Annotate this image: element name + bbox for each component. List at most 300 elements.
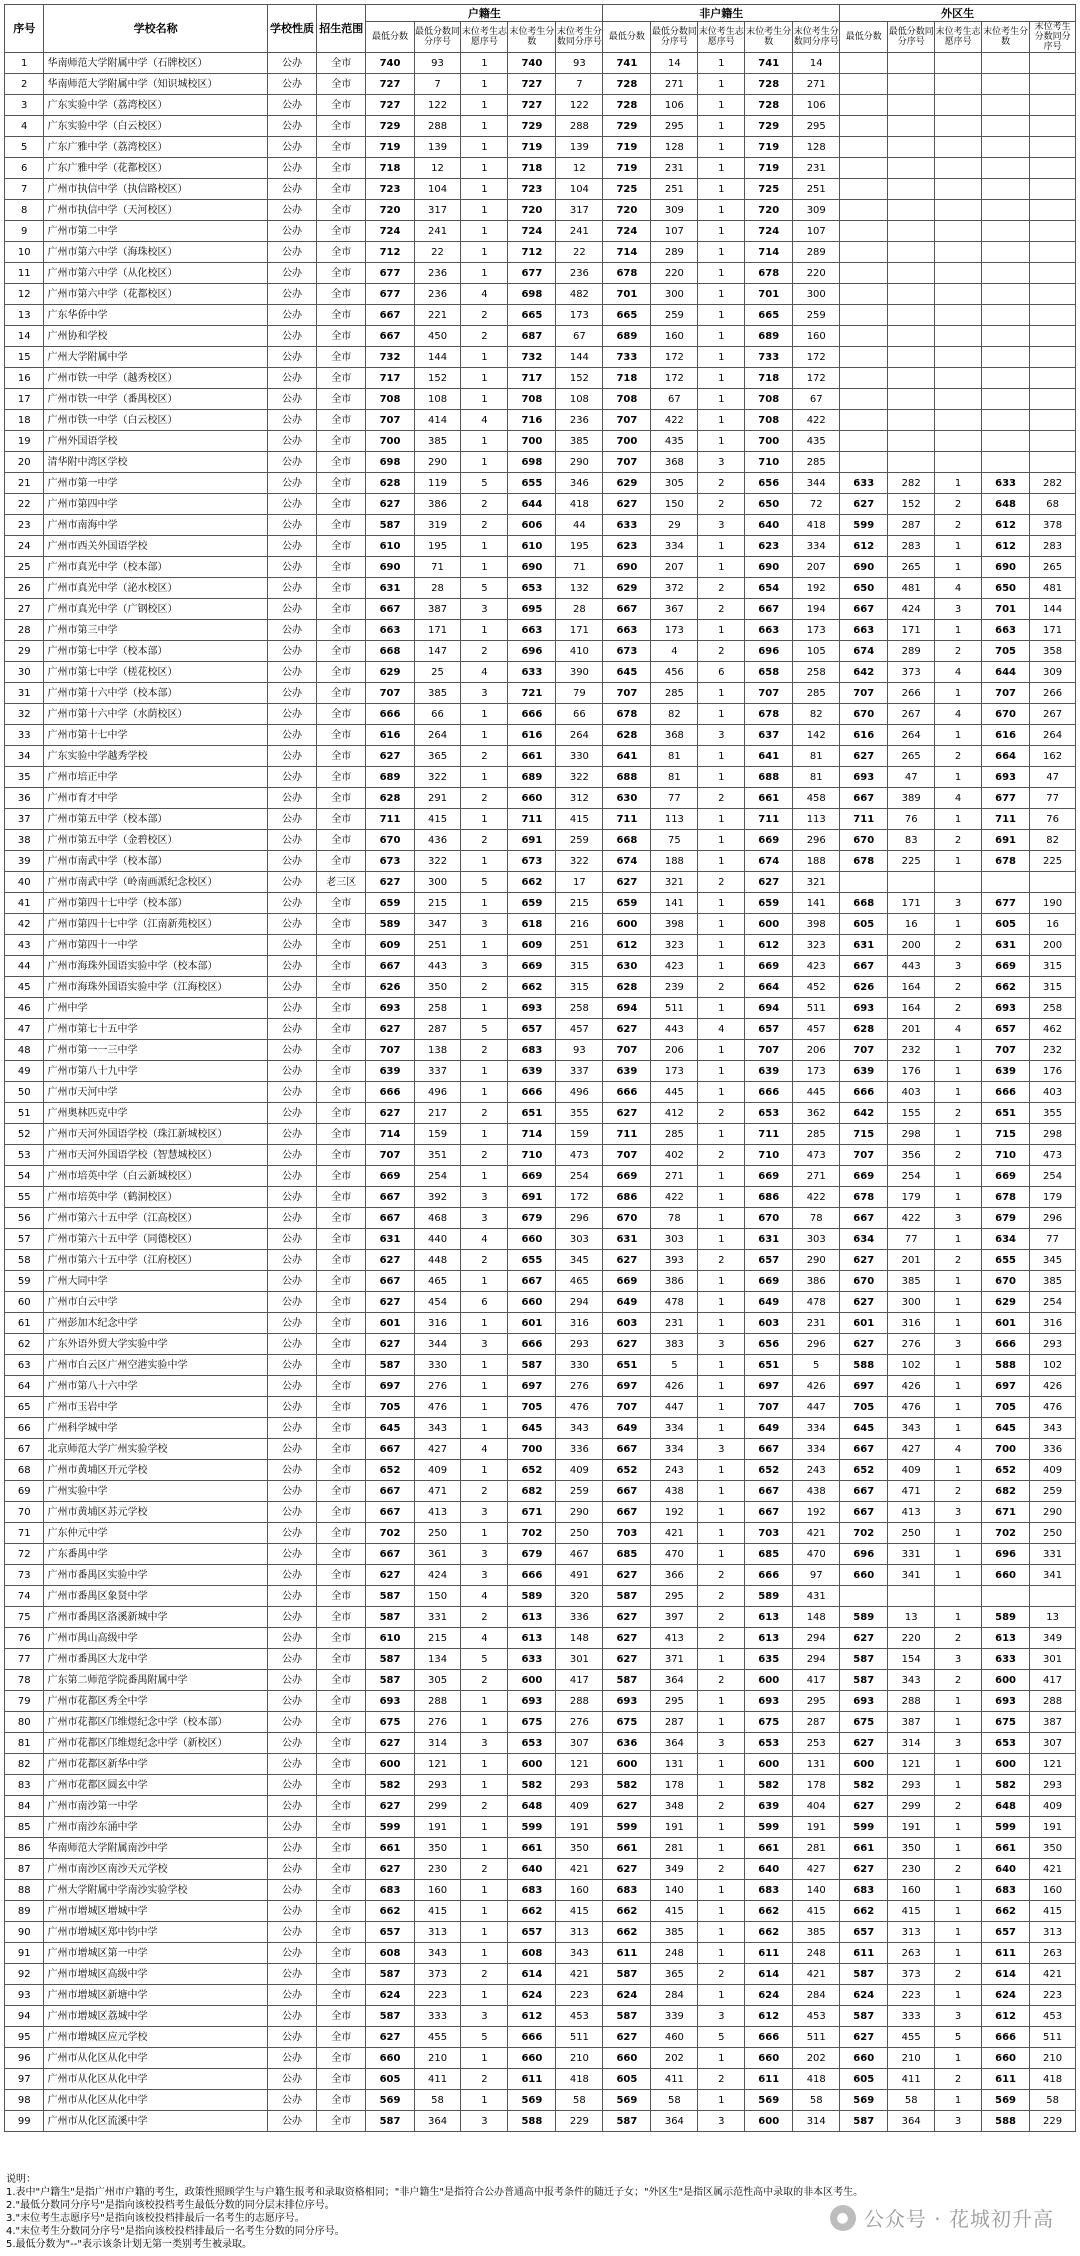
table-row [5,1943,1076,1964]
table-row [5,1229,1076,1250]
table-cell: 全市 [317,1334,366,1355]
table-cell: 264 [888,725,935,746]
table-cell: 4 [461,1229,508,1250]
table-cell [840,452,888,473]
table-cell: 2 [698,1670,745,1691]
table-cell [1030,242,1076,263]
table-cell: 344 [414,1334,461,1355]
table-row [5,1481,1076,1502]
table-cell: 248 [793,1943,840,1964]
table-cell: 687 [508,326,556,347]
table-cell: 295 [651,1691,698,1712]
table-cell: 1 [935,1292,982,1313]
table-cell: 587 [840,1964,888,1985]
table-row [5,515,1076,536]
table-cell: 全市 [317,1922,366,1943]
table-cell: 662 [982,1901,1030,1922]
table-cell: 321 [793,872,840,893]
table-cell: 2 [461,494,508,515]
table-cell: 678 [745,263,793,284]
table-cell: 1 [461,1880,508,1901]
table-cell: 627 [366,1565,414,1586]
header-sub-min-rank: 最低分数同分序号 [651,22,698,53]
table-cell: 627 [840,1250,888,1271]
table-cell: 373 [888,1964,935,1985]
school-name-cell: 广州市海珠外国语实验中学（江海校区） [44,977,267,998]
table-cell: 288 [556,1691,603,1712]
table-cell [935,410,982,431]
table-cell: 599 [840,515,888,536]
table-cell: 全市 [317,1376,366,1397]
table-cell: 20 [5,452,44,473]
table-cell: 683 [745,1880,793,1901]
table-cell: 633 [603,515,651,536]
school-name-cell: 广州市第七中学（校本部） [44,641,267,662]
school-name-cell: 广州市铁一中学（番禺校区） [44,389,267,410]
table-cell: 385 [651,1922,698,1943]
table-cell: 公办 [267,1082,316,1103]
table-cell: 336 [556,1607,603,1628]
table-cell: 全市 [317,137,366,158]
table-cell: 666 [982,1082,1030,1103]
table-cell [1030,872,1076,893]
table-cell: 140 [651,1880,698,1901]
table-cell: 1 [461,452,508,473]
table-cell: 2 [698,641,745,662]
table-cell: 1 [935,1922,982,1943]
table-cell: 公办 [267,137,316,158]
school-name-cell: 广州市第四十七中学（校本部） [44,893,267,914]
table-cell: 627 [603,1796,651,1817]
table-cell: 600 [603,1754,651,1775]
table-cell: 全市 [317,1481,366,1502]
table-cell: 341 [1030,1565,1076,1586]
table-cell: 729 [366,116,414,137]
table-cell [840,53,888,74]
table-cell: 320 [556,1586,603,1607]
table-cell: 12 [414,158,461,179]
table-cell: 271 [793,74,840,95]
table-cell: 587 [603,1586,651,1607]
table-cell: 660 [745,2048,793,2069]
table-cell: 58 [1030,2090,1076,2111]
table-cell: 公办 [267,74,316,95]
table-cell: 314 [414,1733,461,1754]
table-cell: 426 [1030,1376,1076,1397]
table-cell: 全市 [317,1796,366,1817]
table-row [5,158,1076,179]
table-cell: 470 [651,1544,698,1565]
table-cell: 343 [414,1418,461,1439]
table-cell: 93 [556,1040,603,1061]
table-cell: 2 [461,326,508,347]
table-cell: 1 [935,1355,982,1376]
school-name-cell: 广州市白云区广州空港实验中学 [44,1355,267,1376]
table-cell: 701 [745,284,793,305]
table-cell: 公办 [267,2006,316,2027]
table-cell [935,284,982,305]
table-cell: 2 [461,977,508,998]
table-cell: 627 [366,1334,414,1355]
table-cell: 3 [698,1439,745,1460]
table-cell: 688 [603,767,651,788]
table-cell: 102 [1030,1355,1076,1376]
table-cell: 9 [5,221,44,242]
table-cell: 652 [508,1460,556,1481]
table-cell: 1 [461,95,508,116]
table-cell: 627 [603,1334,651,1355]
table-cell: 365 [651,1964,698,1985]
table-cell [840,263,888,284]
table-cell: 627 [603,1628,651,1649]
table-cell: 96 [5,2048,44,2069]
table-row [5,263,1076,284]
table-cell: 666 [745,1565,793,1586]
table-cell: 660 [840,2048,888,2069]
table-cell [1030,137,1076,158]
table-cell [982,263,1030,284]
table-cell: 707 [840,1145,888,1166]
table-cell: 639 [982,1061,1030,1082]
table-cell: 2 [935,641,982,662]
table-cell: 207 [793,557,840,578]
table-row [5,1502,1076,1523]
table-cell: 669 [982,1166,1030,1187]
table-cell: 1 [935,1271,982,1292]
table-cell: 316 [556,1313,603,1334]
table-cell: 322 [414,767,461,788]
table-cell: 445 [793,1082,840,1103]
table-cell: 667 [603,1481,651,1502]
table-cell: 43 [5,935,44,956]
table-row [5,1985,1076,2006]
table-cell: 413 [651,1628,698,1649]
table-cell: 652 [745,1460,793,1481]
table-cell: 4 [461,284,508,305]
table-row [5,620,1076,641]
table-cell: 708 [366,389,414,410]
table-cell: 公办 [267,200,316,221]
table-cell: 714 [603,242,651,263]
table-cell: 171 [1030,620,1076,641]
table-cell: 412 [651,1103,698,1124]
table-cell: 708 [745,410,793,431]
table-cell: 57 [5,1229,44,1250]
table-cell: 公办 [267,53,316,74]
table-cell: 1 [698,956,745,977]
school-name-cell: 广州市从化区从化中学 [44,2090,267,2111]
table-cell: 173 [793,620,840,641]
school-name-cell: 广州奥林匹克中学 [44,1103,267,1124]
table-cell: 343 [888,1670,935,1691]
table-cell: 415 [1030,1901,1076,1922]
table-row [5,1250,1076,1271]
table-cell: 628 [840,1019,888,1040]
table-cell: 346 [556,473,603,494]
table-cell: 628 [366,473,414,494]
table-cell: 264 [1030,725,1076,746]
school-name-cell: 广州市南武中学（校本部） [44,851,267,872]
table-cell: 7 [414,74,461,95]
table-header [5,5,1076,53]
table-cell: 58 [888,2090,935,2111]
table-cell: 662 [840,1901,888,1922]
table-cell [1030,116,1076,137]
table-cell: 78 [5,1670,44,1691]
table-cell: 719 [603,137,651,158]
table-cell: 1 [698,935,745,956]
table-cell [1030,263,1076,284]
table-cell: 全市 [317,242,366,263]
table-cell [935,452,982,473]
table-cell: 全市 [317,2069,366,2090]
table-row [5,1187,1076,1208]
table-row [5,935,1076,956]
table-cell: 707 [366,1040,414,1061]
table-cell: 1 [698,410,745,431]
school-name-cell: 广州市南沙区南沙天元学校 [44,1859,267,1880]
table-cell: 631 [603,1229,651,1250]
table-cell: 公办 [267,1691,316,1712]
table-cell: 322 [414,851,461,872]
table-cell: 450 [414,326,461,347]
table-cell [888,305,935,326]
table-cell: 1 [461,998,508,1019]
table-cell: 627 [603,1019,651,1040]
table-cell: 675 [982,1712,1030,1733]
table-cell: 276 [414,1376,461,1397]
table-cell: 公办 [267,1607,316,1628]
table-cell: 655 [508,1250,556,1271]
table-cell: 300 [888,1292,935,1313]
table-cell: 40 [5,872,44,893]
table-cell: 669 [508,1166,556,1187]
table-cell: 712 [366,242,414,263]
table-cell [1030,431,1076,452]
table-cell: 385 [556,431,603,452]
table-cell: 599 [603,1817,651,1838]
table-cell: 652 [840,1460,888,1481]
table-cell: 1 [698,95,745,116]
table-cell: 290 [414,452,461,473]
table-cell: 全市 [317,53,366,74]
table-cell: 全市 [317,1985,366,2006]
table-cell: 全市 [317,1229,366,1250]
table-cell: 611 [982,1943,1030,1964]
table-cell: 698 [508,452,556,473]
table-cell [888,431,935,452]
table-row [5,53,1076,74]
table-cell: 3 [935,1733,982,1754]
table-row [5,956,1076,977]
table-cell: 67 [651,389,698,410]
table-cell: 241 [414,221,461,242]
table-cell: 313 [556,1922,603,1943]
table-cell: 公办 [267,1817,316,1838]
table-cell: 1 [698,389,745,410]
table-cell: 8 [5,200,44,221]
table-cell: 2 [698,1607,745,1628]
school-name-cell: 广州市第六中学（海珠校区） [44,242,267,263]
table-cell: 690 [840,557,888,578]
table-cell: 2 [698,788,745,809]
table-cell: 全市 [317,935,366,956]
table-cell: 142 [793,725,840,746]
table-cell: 417 [556,1670,603,1691]
table-cell: 2 [698,872,745,893]
table-cell: 649 [745,1418,793,1439]
table-cell: 25 [414,662,461,683]
table-cell: 697 [982,1376,1030,1397]
table-cell: 1 [461,725,508,746]
table-cell: 603 [603,1313,651,1334]
table-cell: 2 [698,1796,745,1817]
table-cell: 69 [5,1481,44,1502]
table-cell: 339 [651,2006,698,2027]
table-cell: 298 [888,1124,935,1145]
table-cell: 1 [698,704,745,725]
table-cell: 707 [603,410,651,431]
table-cell [982,452,1030,473]
table-cell: 693 [508,998,556,1019]
table-cell: 271 [651,74,698,95]
table-cell: 3 [935,1649,982,1670]
table-cell: 331 [888,1544,935,1565]
table-cell: 160 [651,326,698,347]
table-cell: 641 [603,746,651,767]
school-name-cell: 广州市育才中学 [44,788,267,809]
table-cell: 3 [698,2006,745,2027]
table-cell: 公办 [267,1271,316,1292]
note-line: 3."末位考生志愿序号"是指向该校投档排最后一名考生的志愿序号。 [6,2213,305,2224]
school-name-cell: 广东实验中学（荔湾校区） [44,95,267,116]
table-cell: 659 [366,893,414,914]
table-cell: 1 [461,620,508,641]
table-cell: 409 [556,1796,603,1817]
school-name-cell: 广州市执信中学（执信路校区） [44,179,267,200]
school-name-cell: 广州市铁一中学（越秀校区） [44,368,267,389]
table-cell: 216 [556,914,603,935]
table-cell: 717 [366,368,414,389]
table-cell: 666 [366,1082,414,1103]
table-cell: 全市 [317,368,366,389]
school-name-cell: 广州市花都区圆玄中学 [44,1775,267,1796]
table-cell: 公办 [267,389,316,410]
table-cell: 217 [414,1103,461,1124]
table-cell: 707 [840,683,888,704]
table-cell: 22 [5,494,44,515]
table-cell: 589 [745,1586,793,1607]
table-cell: 全市 [317,1460,366,1481]
table-cell: 263 [888,1943,935,1964]
table-row [5,1775,1076,1796]
school-name-cell: 广东实验中学（白云校区） [44,116,267,137]
school-name-cell: 广州大学附属中学南沙实验学校 [44,1880,267,1901]
table-cell: 623 [603,536,651,557]
table-cell: 627 [366,1859,414,1880]
table-cell: 1 [935,1229,982,1250]
table-cell: 1 [698,326,745,347]
table-cell: 公办 [267,95,316,116]
table-cell: 627 [840,1733,888,1754]
table-cell: 611 [603,1943,651,1964]
table-cell [935,116,982,137]
table-row [5,2006,1076,2027]
table-cell: 707 [982,683,1030,704]
table-cell [888,74,935,95]
table-row [5,1733,1076,1754]
table-cell: 1 [935,1460,982,1481]
table-cell: 640 [745,515,793,536]
table-cell: 628 [603,977,651,998]
table-cell: 714 [508,1124,556,1145]
table-cell: 295 [651,1586,698,1607]
table-cell: 348 [651,1796,698,1817]
table-cell: 453 [556,2006,603,2027]
table-cell: 691 [508,830,556,851]
table-cell: 637 [745,725,793,746]
table-cell: 316 [1030,1313,1076,1334]
table-cell: 全市 [317,641,366,662]
table-cell: 727 [366,74,414,95]
table-cell: 1 [698,1061,745,1082]
table-cell: 601 [366,1313,414,1334]
table-cell: 公办 [267,1418,316,1439]
table-cell: 383 [651,1334,698,1355]
table-cell: 624 [745,1985,793,2006]
table-cell [1030,179,1076,200]
table-cell: 663 [745,620,793,641]
table-cell: 全市 [317,1166,366,1187]
table-cell: 694 [603,998,651,1019]
table-cell: 2 [935,830,982,851]
table-cell [935,137,982,158]
table-cell: 全市 [317,1040,366,1061]
table-cell: 645 [366,1418,414,1439]
table-cell: 378 [1030,515,1076,536]
table-cell: 公办 [267,788,316,809]
table-cell: 2 [461,1607,508,1628]
table-cell: 1 [698,116,745,137]
table-cell: 公办 [267,599,316,620]
header-sub-last-choice: 末位考生志愿序号 [461,22,508,53]
table-row [5,767,1076,788]
table-cell: 653 [508,578,556,599]
table-cell: 293 [888,1775,935,1796]
table-cell: 711 [982,809,1030,830]
table-cell: 707 [745,1397,793,1418]
table-cell [888,179,935,200]
school-name-cell: 广东广雅中学（花都校区） [44,158,267,179]
table-cell: 171 [414,620,461,641]
table-cell [888,347,935,368]
table-cell [982,872,1030,893]
table-cell: 724 [508,221,556,242]
table-cell: 全市 [317,452,366,473]
table-cell: 全市 [317,1502,366,1523]
table-cell: 683 [603,1880,651,1901]
table-cell: 3 [461,1502,508,1523]
table-cell: 230 [414,1859,461,1880]
table-cell: 660 [508,1229,556,1250]
table-cell: 650 [745,494,793,515]
table-cell: 301 [556,1649,603,1670]
table-cell: 276 [414,1712,461,1733]
table-cell: 2 [935,1481,982,1502]
table-cell: 409 [556,1460,603,1481]
table-cell: 1 [698,305,745,326]
table-cell: 315 [556,956,603,977]
